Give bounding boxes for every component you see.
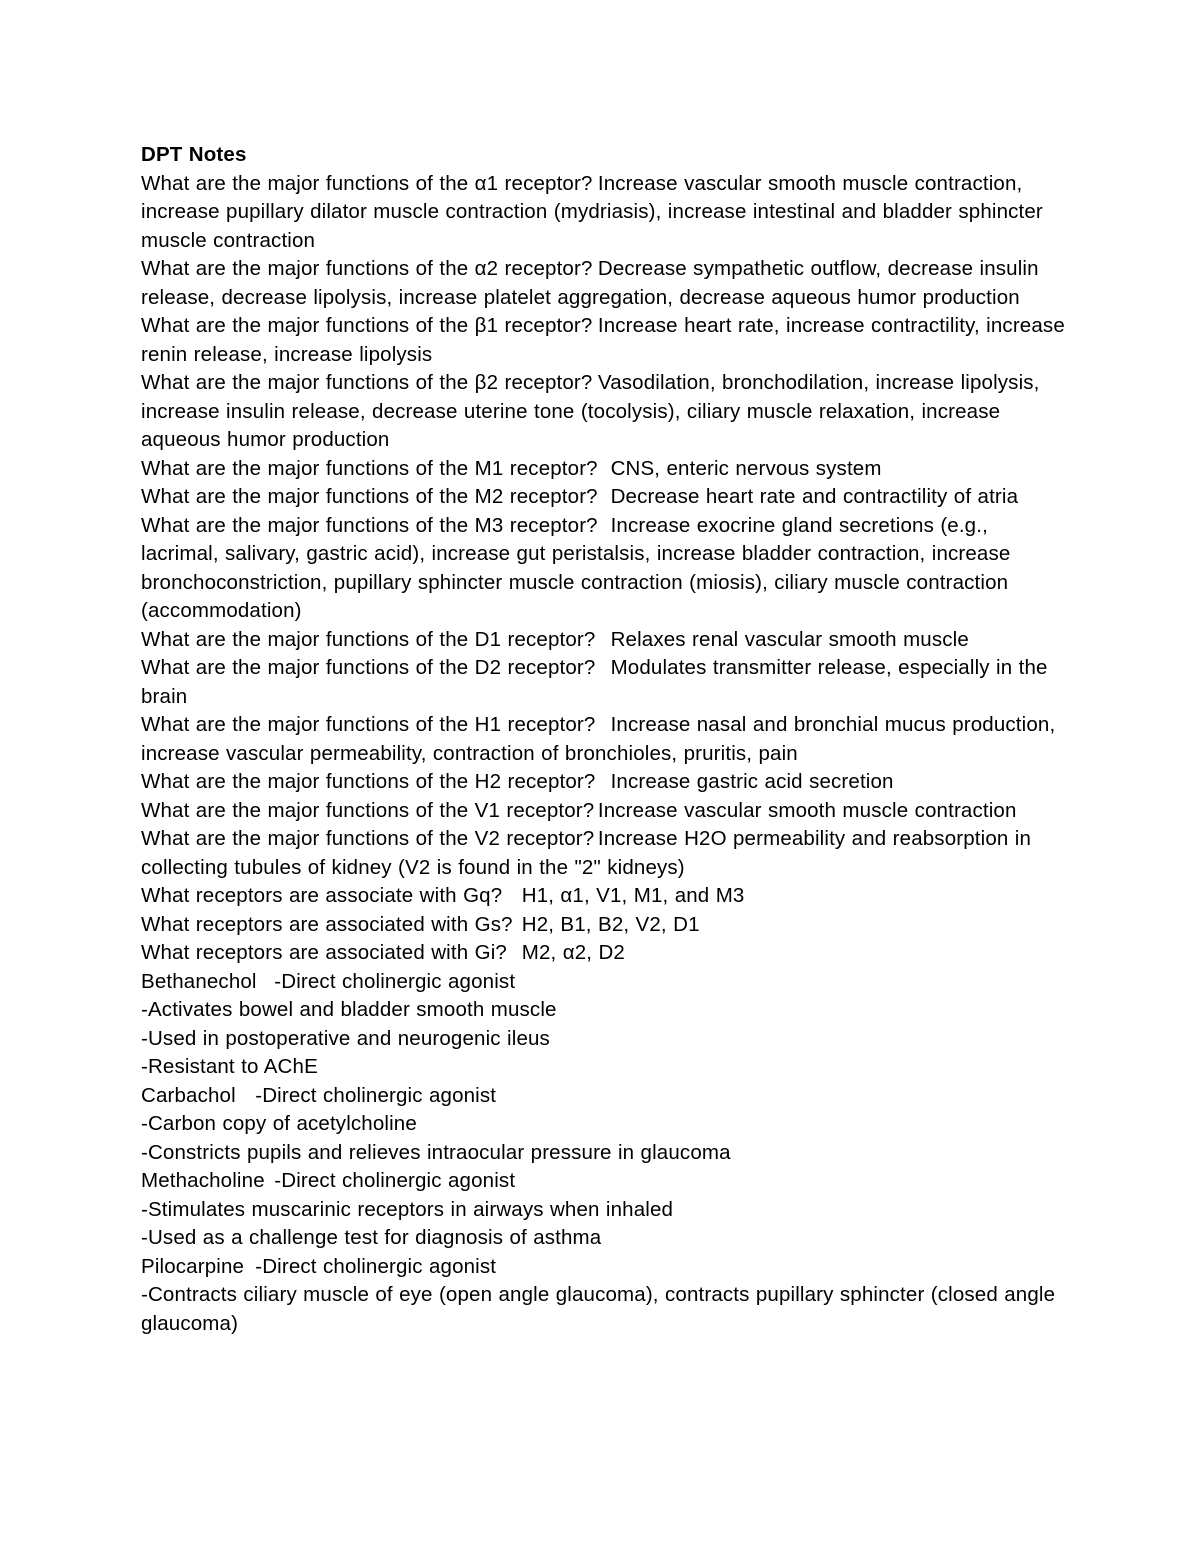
note-line: What are the major functions of the D1 receptor? Relaxes renal vascular smooth muscle: [141, 627, 969, 651]
note-line: What receptors are associated with Gi? M2, α2, D2: [141, 941, 625, 964]
note-line: -Stimulates muscarinic receptors in airways when inhaled: [141, 1197, 674, 1221]
note-line: What are the major functions of the H2 receptor? Increase gastric acid secretion: [141, 770, 894, 793]
note-line: What are the major functions of the M2 receptor? Decrease heart rate and contractility of atria: [141, 485, 1019, 508]
note-line: What are the major functions of the D2 receptor? Modulates transmitter release, especially in the brain: [141, 656, 1054, 708]
note-line: Carbachol -Direct cholinergic agonist: [141, 1083, 497, 1107]
note-line: -Used in postoperative and neurogenic ileus: [141, 1026, 550, 1050]
note-line: What are the major functions of the β2 receptor? Vasodilation, bronchodilation, increase lipolysis, increase insulin release, decrease uterine tone (tocolysis), ciliary muscle relaxation, increase aqueous humor production: [141, 371, 1046, 451]
document-page: [141, 141, 1071, 1338]
note-line: Methacholine -Direct cholinergic agonist: [141, 1169, 516, 1192]
note-line: -Used as a challenge test for diagnosis of asthma: [141, 1226, 602, 1249]
note-line: What are the major functions of the M1 receptor? CNS, enteric nervous system: [141, 456, 882, 480]
note-line: -Carbon copy of acetylcholine: [141, 1112, 417, 1135]
note-line: -Constricts pupils and relieves intraocular pressure in glaucoma: [141, 1140, 731, 1164]
note-line: What are the major functions of the H1 receptor? Increase nasal and bronchial mucus production, increase vascular permeability, contraction of bronchioles, pruritis, pain: [141, 713, 1062, 765]
note-line: -Contracts ciliary muscle of eye (open angle glaucoma), contracts pupillary sphincter (closed angle glaucoma): [141, 1283, 1062, 1335]
page-title: DPT Notes: [141, 143, 247, 166]
note-line: Bethanechol -Direct cholinergic agonist: [141, 969, 516, 993]
note-line: What are the major functions of the M3 receptor? Increase exocrine gland secretions (e.g., lacrimal, salivary, gastric acid), increase gut peristalsis, increase bladder contraction, increase bronchoconstriction, pupillary sphincter muscle contraction (miosis), ciliary muscle contraction (accommodation): [141, 513, 1017, 622]
note-line: What are the major functions of the V2 receptor? Increase H2O permeability and reabsorption in collecting tubules of kidney (V2 is found in the "2" kidneys): [141, 827, 1038, 879]
note-line: What are the major functions of the α1 receptor? Increase vascular smooth muscle contraction, increase pupillary dilator muscle contraction (mydriasis), increase intestinal and bladder sphincter muscle contraction: [141, 171, 1050, 252]
note-line: -Resistant to AChE: [141, 1055, 318, 1078]
note-line: What are the major functions of the α2 receptor? Decrease sympathetic outflow, decrease insulin release, decrease lipolysis, increase platelet aggregation, decrease aqueous humor production: [141, 257, 1046, 309]
note-line: What receptors are associated with Gs? H2, B1, B2, V2, D1: [141, 912, 700, 936]
notes-body: [141, 170, 1071, 1339]
note-line: What are the major functions of the β1 receptor? Increase heart rate, increase contractility, increase renin release, increase lipolysis: [141, 314, 1072, 366]
note-line: Pilocarpine -Direct cholinergic agonist: [141, 1254, 497, 1278]
note-line: What receptors are associate with Gq? H1, α1, V1, M1, and M3: [141, 884, 745, 907]
note-line: What are the major functions of the V1 receptor? Increase vascular smooth muscle contraction: [141, 798, 1017, 822]
note-line: -Activates bowel and bladder smooth muscle: [141, 998, 557, 1021]
